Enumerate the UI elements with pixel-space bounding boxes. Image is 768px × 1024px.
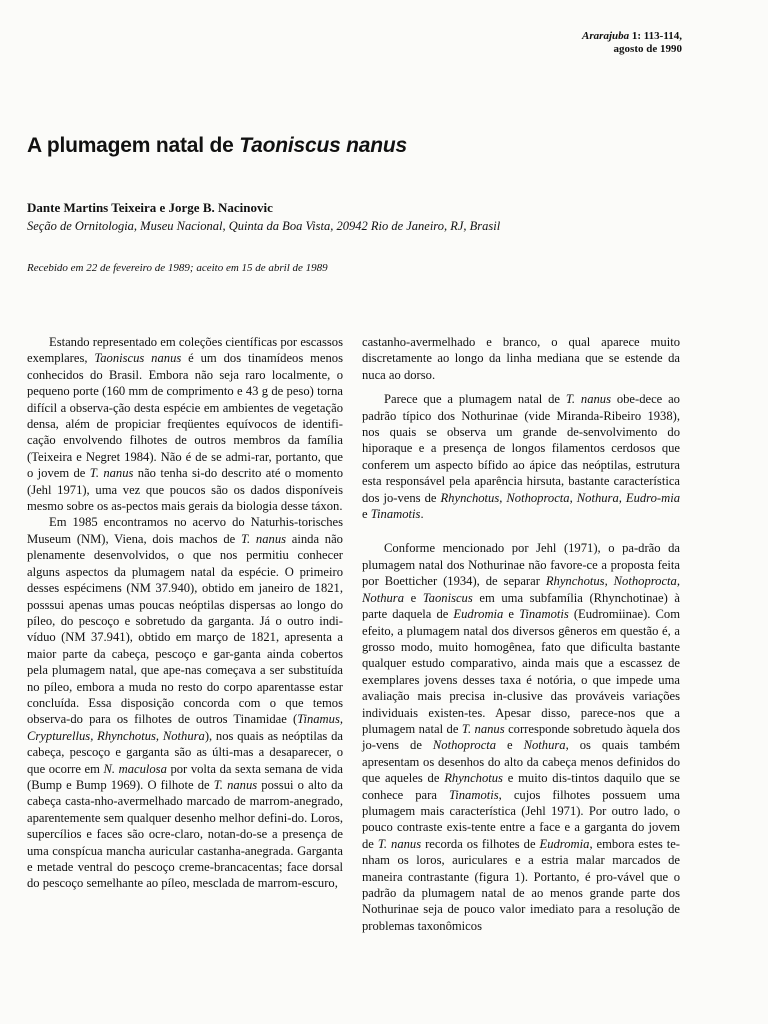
volume-pages: 1: 113-114,: [629, 30, 682, 42]
running-head: [582, 30, 682, 56]
title-species: Taoniscus nanus: [239, 134, 408, 157]
running-head-line-1: [582, 30, 682, 43]
running-head-date: agosto de 1990: [613, 43, 682, 55]
left-column: [27, 334, 343, 892]
affiliation: Seção de Ornitologia, Museu Nacional, Quinta da Boa Vista, 20942 Rio de Janeiro, RJ, Brasil: [27, 219, 501, 233]
article-title: [27, 134, 407, 158]
right-column: [362, 334, 680, 934]
body-paragraph: Parece que a plumagem natal de T. nanus obe-dece ao padrão típico dos Nothurinae (vide Miranda-Ribeiro 1938), nos quais se observa um grande de-senvolvimento do hiporaque e a presença de longos filamentos cerdosos que conferem um aspecto bífido ao ápice das neóptilas, estrutura esta responsável pela aparência hirsuta, bastante característica dos jo-vens de Rhynchotus, Nothoprocta, Nothura, Eudro-mia e Tinamotis.: [362, 392, 680, 522]
authors: Dante Martins Teixeira e Jorge B. Nacinovic: [27, 200, 273, 215]
journal-name: Ararajuba: [582, 30, 630, 42]
body-paragraph: castanho-avermelhado e branco, o qual aparece muito discretamente ao longo da linha mediana que se estende da nuca ao dorso.: [362, 335, 680, 382]
title-text: A plumagem natal de: [27, 134, 240, 157]
body-paragraph: Em 1985 encontramos no acervo do Naturhis-torisches Museum (NM), Viena, dois machos de T. nanus ainda não plenamente desenvolvidos, o que nos permitiu conhecer alguns aspectos da plumagem natal da espécie. O primeiro desses espécimens (NM 37.940), obtido em janeiro de 1821, posssui apenas umas poucas neóptilas dispersas ao longo do píleo, do pescoço e sobretudo da garganta. Já o outro indi-víduo (NM 37.941), obtido em março de 1821, apresenta a maior parte da cabeça, pescoço e gar-ganta ainda cobertos pela plumagem natal, que ape-nas começava a ser substituída no píleo, embora a muda no resto do corpo aparentasse estar concluída. Essa disposição concorda com o que temos observa-do para os filhotes de outros Tinamidae (Tinamus, Crypturellus, Rhynchotus, Nothura), nos quais as neóptilas da cabeça, pescoço e garganta são as últi-mas a desaparecer, o que ocorre em N. maculosa por volta da sexta semana de vida (Bump e Bump 1969). O filhote de T. nanus possui o alto da cabeça casta-nho-avermelhado marcado de marrom-anegrado, aparentemente sem qualquer desenho melhor defini-do. Loros, supercílios e faces são ocre-claro, notan-do-se a presença de uma conspícua mancha auricular castanha-anegrada. Garganta e metade ventral do pescoço creme-brancacentas; face dorsal do pescoço semelhante ao píleo, mesclada de marrom-escuro,: [27, 515, 343, 891]
body-paragraph: Estando representado em coleções científicas por escassos exemplares, Taoniscus nanus é um dos tinamídeos menos conhecidos do Brasil. Embora não seja raro localmente, o pequeno porte (160 mm de comprimento e 43 g de peso) torna difícil a observa-ção desta espécie em ambientes de vegetação densa, além de propiciar freqüentes equívocos de identifi-cação envolvendo filhotes de outros membros da família (Teixeira e Negret 1984). Não é de se admi-rar, portanto, que o jovem de T. nanus não tenha si-do descrito até o momento (Jehl 1971), uma vez que poucos são os dados disponíveis mesmo sobre os as-pectos mais gerais da biologia desse táxon.: [27, 335, 343, 514]
body-paragraph: Conforme mencionado por Jehl (1971), o pa-drão da plumagem natal dos Nothurinae não favore-ce a proposta feita por Boetticher (1934), de separar Rhynchotus, Nothoprocta, Nothura e Taoniscus em uma subfamília (Rhynchotinae) à parte daquela de Eudromia e Tinamotis (Eudromiinae). Com efeito, a plumagem natal dos diversos gêneros em questão é, a grosso modo, muito homogênea, fato que dificulta bastante qualquer estudo comparativo, ainda mais que a escassez de exemplares jovens desses taxa é notória, o que impede uma avaliação mais precisa in-clusive das prováveis variações individuais existen-tes. Apesar disso, parece-nos que a plumagem natal de T. nanus corresponde sobretudo àquela dos jo-vens de Nothoprocta e Nothura, os quais também apresentam os desenhos do alto da cabeça menos definidos do que aqueles de Rhynchotus e muito dis-tintos daquilo que se conhece para Tinamotis, cujos filhotes possuem uma plumagem mais característica (Jehl 1971). Por outro lado, o pouco contraste exis-tente entre a face e a garganta do jovem de T. nanus recorda os filhotes de Eudromia, embora estes te-nham os loros, auriculares e a estria malar marcados de maneira contrastante (figura 1). Portanto, é pro-vável que o padrão da plumagem natal de ao menos grande parte dos Nothurinae seja de pouco valor imediato para a resolução de problemas taxonômicos: [362, 541, 681, 933]
received-dates: Recebido em 22 de fevereiro de 1989; aceito em 15 de abril de 1989: [27, 262, 328, 274]
